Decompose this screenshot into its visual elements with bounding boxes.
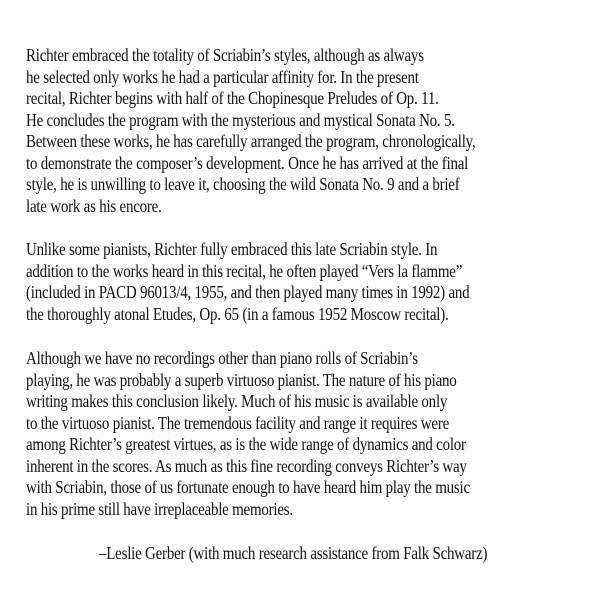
author-signature: –Leslie Gerber (with much research assistance from Falk Schwarz) (99, 543, 488, 563)
paragraph-scriabin-styles: Richter embraced the totality of Scriabin’s styles, although as always he selected only works he had a particular affinity for. In the present recital, Richter begins with half of the Chopinesque Preludes of Op. 11. He concludes the program with the mysterious and mystical Sonata No. 5. Between these works, he has carefully arranged the program, chronologically, to demonstrate the composer’s development. Once he has arrived at the final style, he is unwilling to leave it, choosing the wild Sonata No. 9 and a brief late work as his encore. (26, 45, 476, 216)
paragraph-late-style: Unlike some pianists, Richter fully embraced this late Scriabin style. In addition to the works heard in this recital, he often played “Vers la flamme” (included in PACD 96013/4, 1955, and then played many times in 1992) and the thoroughly atonal Etudes, Op. 65 (in a famous 1952 Moscow recital). (26, 239, 470, 324)
paragraph-virtuoso-pianist: Although we have no recordings other than piano rolls of Scriabin’s playing, he was probably a superb virtuoso pianist. The nature of his piano writing makes this conclusion likely. Much of his music is available only to the virtuoso pianist. The tremendous facility and range it requires were among Richter’s greatest virtues, as is the wide range of dynamics and color inherent in the scores. As much as this fine recording conveys Richter’s way with Scriabin, those of us fortunate enough to have heard him play the music in his prime still have irreplaceable memories. (26, 348, 470, 519)
